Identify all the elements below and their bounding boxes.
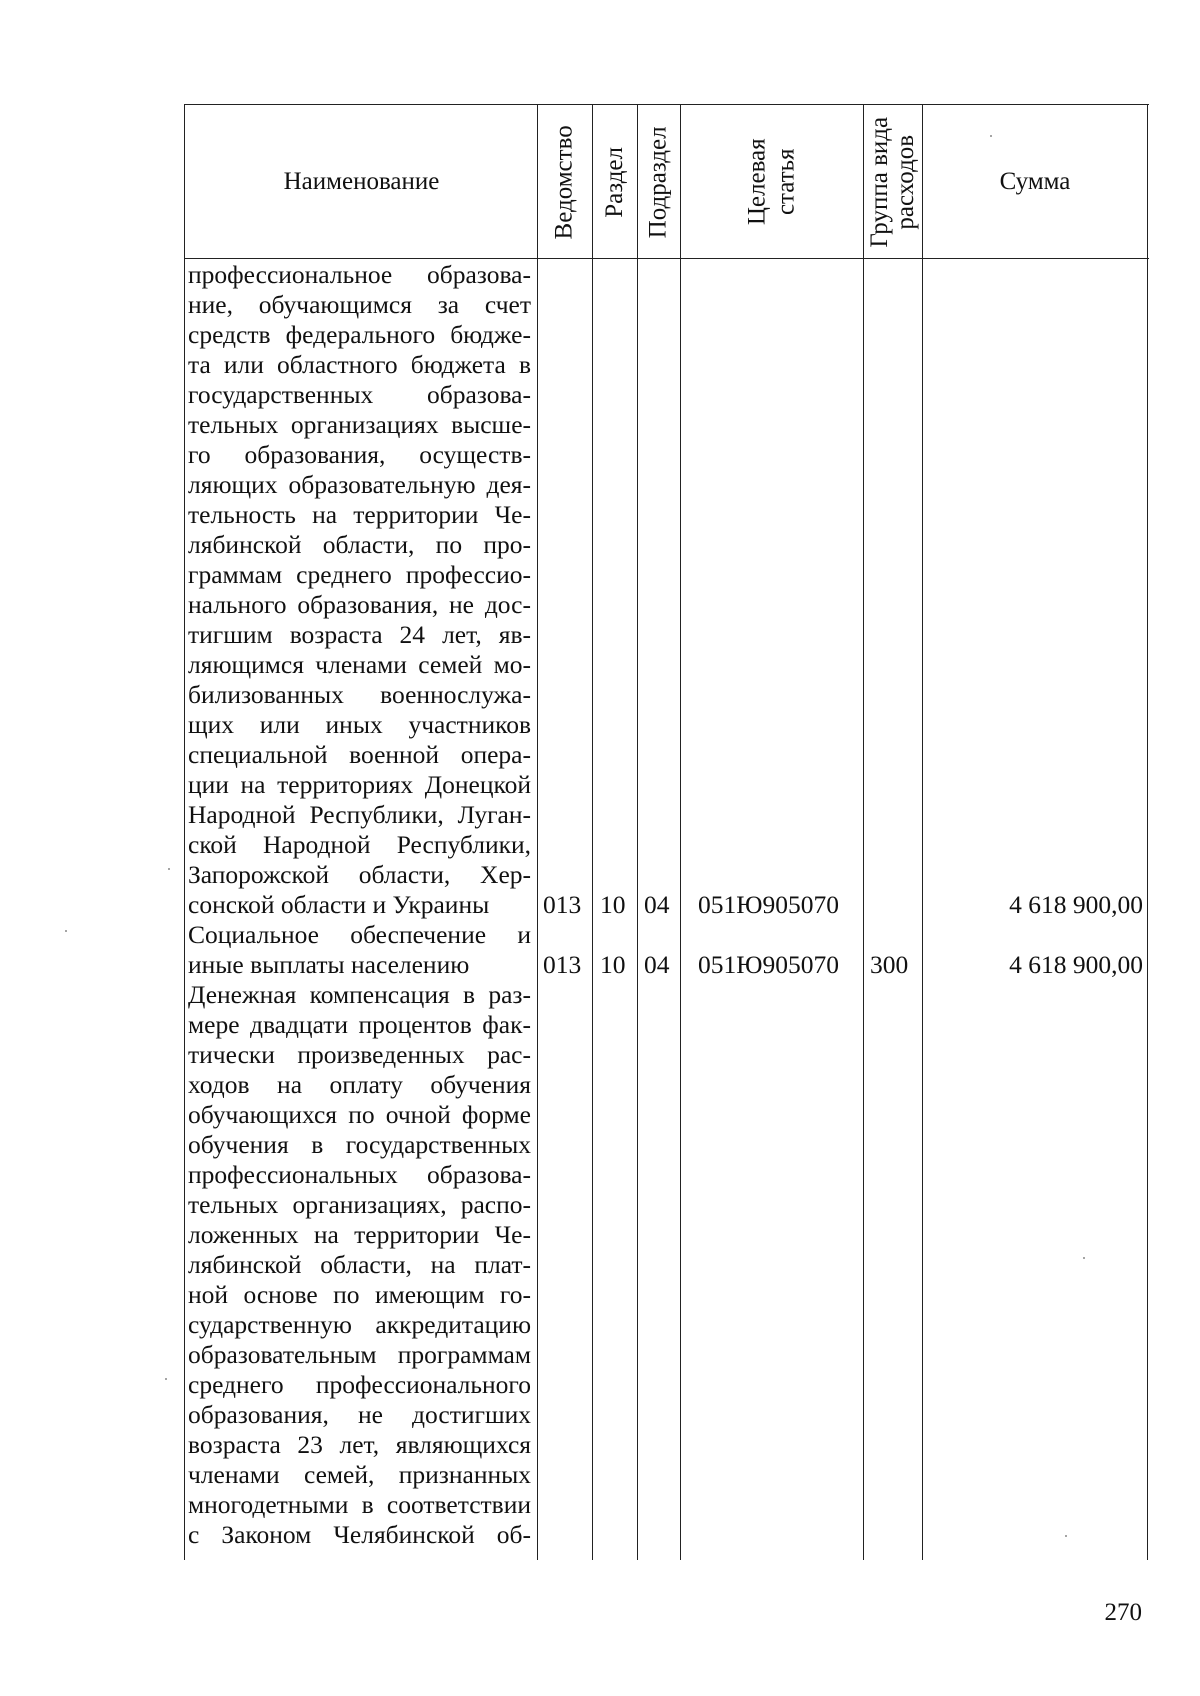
row-1-name-line: Народной Республики, Луган- xyxy=(188,800,531,829)
header-name xyxy=(186,106,537,258)
col-divider-subsection xyxy=(680,104,681,1560)
header-expense-group-label xyxy=(867,117,920,248)
header-target-item-line1: Целевая xyxy=(743,138,771,226)
row-1-name-line: граммам среднего профессио- xyxy=(188,560,531,589)
row-2-name-line: иные выплаты населению xyxy=(188,950,470,979)
table-top-border xyxy=(184,104,1149,105)
page-number: 270 xyxy=(1104,1599,1142,1626)
row-1-name-line: лябинской области, по про- xyxy=(188,530,531,559)
header-expense-group-line1: Группа вида xyxy=(865,116,893,248)
row-1-name-line: ляющих образовательную дея- xyxy=(188,470,531,499)
header-target-item-label xyxy=(743,139,801,226)
row-1-sum: 4 618 900,00 xyxy=(1009,890,1143,919)
row-2-name-line: Социальное обеспечение и xyxy=(188,920,531,949)
row-1-name-line: ние, обучающимся за счет xyxy=(188,290,531,319)
row-3-name-line: обучения в государственных xyxy=(188,1130,531,1159)
row-1-name-line: ции на территориях Донецкой xyxy=(188,770,531,799)
row-1-name-line: сонской области и Украины xyxy=(188,890,490,919)
row-3-name-line: лябинской области, на плат- xyxy=(188,1250,531,1279)
row-2-expense-group: 300 xyxy=(870,950,909,979)
row-3-name-line: многодетными в соответствии xyxy=(188,1490,531,1519)
row-1-name-line: тельных организациях высше- xyxy=(188,410,531,439)
row-1-name-line: тигшим возраста 24 лет, яв- xyxy=(188,620,531,649)
row-3-name-line: обучающихся по очной форме xyxy=(188,1100,531,1129)
row-3-name-line: Денежная компенсация в раз- xyxy=(188,980,531,1009)
row-3-name-line: мере двадцати процентов фак- xyxy=(188,1010,531,1039)
scan-speck xyxy=(165,1378,167,1380)
row-1-section: 10 xyxy=(600,890,626,919)
header-department xyxy=(538,106,592,258)
scan-speck xyxy=(990,135,992,137)
table-right-border xyxy=(1147,104,1148,1560)
row-2-sum: 4 618 900,00 xyxy=(1009,950,1143,979)
header-section xyxy=(593,106,637,258)
header-sum xyxy=(923,106,1147,258)
row-2-target-item: 051Ю905070 xyxy=(698,950,839,979)
scan-speck xyxy=(1065,1535,1067,1537)
header-expense-group-line2: расходов xyxy=(892,134,919,230)
header-section-label: Раздел xyxy=(600,146,628,218)
row-3-name-line: ной основе по имеющим го- xyxy=(188,1280,531,1309)
row-2-department: 013 xyxy=(543,950,582,979)
table-row-2-name xyxy=(188,920,531,980)
table-row-3-name xyxy=(188,980,531,1550)
row-3-name-line: тельных организациях, распо- xyxy=(188,1190,531,1219)
table-row-1-name xyxy=(188,260,531,920)
col-divider-department xyxy=(592,104,593,1560)
row-1-name-line: та или областного бюджета в xyxy=(188,350,531,379)
header-target-item-line2: статья xyxy=(771,148,799,216)
col-divider-expense-group xyxy=(922,104,923,1560)
row-1-department: 013 xyxy=(543,890,582,919)
header-subsection-label: Подраздел xyxy=(644,126,672,238)
row-3-name-line: образования, не достигших xyxy=(188,1400,531,1429)
row-1-name-line: Запорожской области, Хер- xyxy=(188,860,531,889)
header-target-item xyxy=(681,106,863,258)
row-1-name-line: билизованных военнослужа- xyxy=(188,680,531,709)
row-1-name-line: щих или иных участников xyxy=(188,710,531,739)
row-1-name-line: ской Народной Республики, xyxy=(188,830,531,859)
header-department-label: Ведомство xyxy=(550,124,578,240)
header-expense-group xyxy=(864,106,922,258)
row-2-section: 10 xyxy=(600,950,626,979)
row-1-name-line: ляющимся членами семей мо- xyxy=(188,650,531,679)
row-1-target-item: 051Ю905070 xyxy=(698,890,839,919)
row-3-name-line: возраста 23 лет, являющихся xyxy=(188,1430,531,1459)
row-3-name-line: ложенных на территории Че- xyxy=(188,1220,531,1249)
row-3-name-line: среднего профессионального xyxy=(188,1370,531,1399)
header-sum-label: Сумма xyxy=(999,168,1071,196)
col-divider-target xyxy=(863,104,864,1560)
header-bottom-border xyxy=(184,258,1149,259)
row-3-name-line: профессиональных образова- xyxy=(188,1160,531,1189)
table-left-border xyxy=(184,104,185,1560)
row-3-name-line: членами семей, признанных xyxy=(188,1460,531,1489)
row-1-name-line: специальной военной опера- xyxy=(188,740,531,769)
row-1-name-line: профессиональное образова- xyxy=(188,260,531,289)
scan-speck xyxy=(65,930,67,932)
row-1-subsection: 04 xyxy=(644,890,670,919)
row-3-name-line: образовательным программам xyxy=(188,1340,531,1369)
row-1-name-line: нального образования, не дос- xyxy=(188,590,531,619)
header-name-label: Наименование xyxy=(283,168,440,196)
header-subsection xyxy=(638,106,680,258)
row-3-name-line: с Законом Челябинской об- xyxy=(188,1520,531,1549)
row-2-subsection: 04 xyxy=(644,950,670,979)
scan-speck xyxy=(168,868,170,870)
row-1-name-line: го образования, осуществ- xyxy=(188,440,531,469)
row-1-name-line: тельность на территории Че- xyxy=(188,500,531,529)
scan-speck xyxy=(1083,1257,1085,1259)
row-1-name-line: государственных образова- xyxy=(188,380,531,409)
row-3-name-line: тически произведенных рас- xyxy=(188,1040,531,1069)
row-3-name-line: ходов на оплату обучения xyxy=(188,1070,531,1099)
col-divider-section xyxy=(637,104,638,1560)
row-1-name-line: средств федерального бюдже- xyxy=(188,320,531,349)
row-3-name-line: сударственную аккредитацию xyxy=(188,1310,531,1339)
col-divider-name xyxy=(537,104,538,1560)
